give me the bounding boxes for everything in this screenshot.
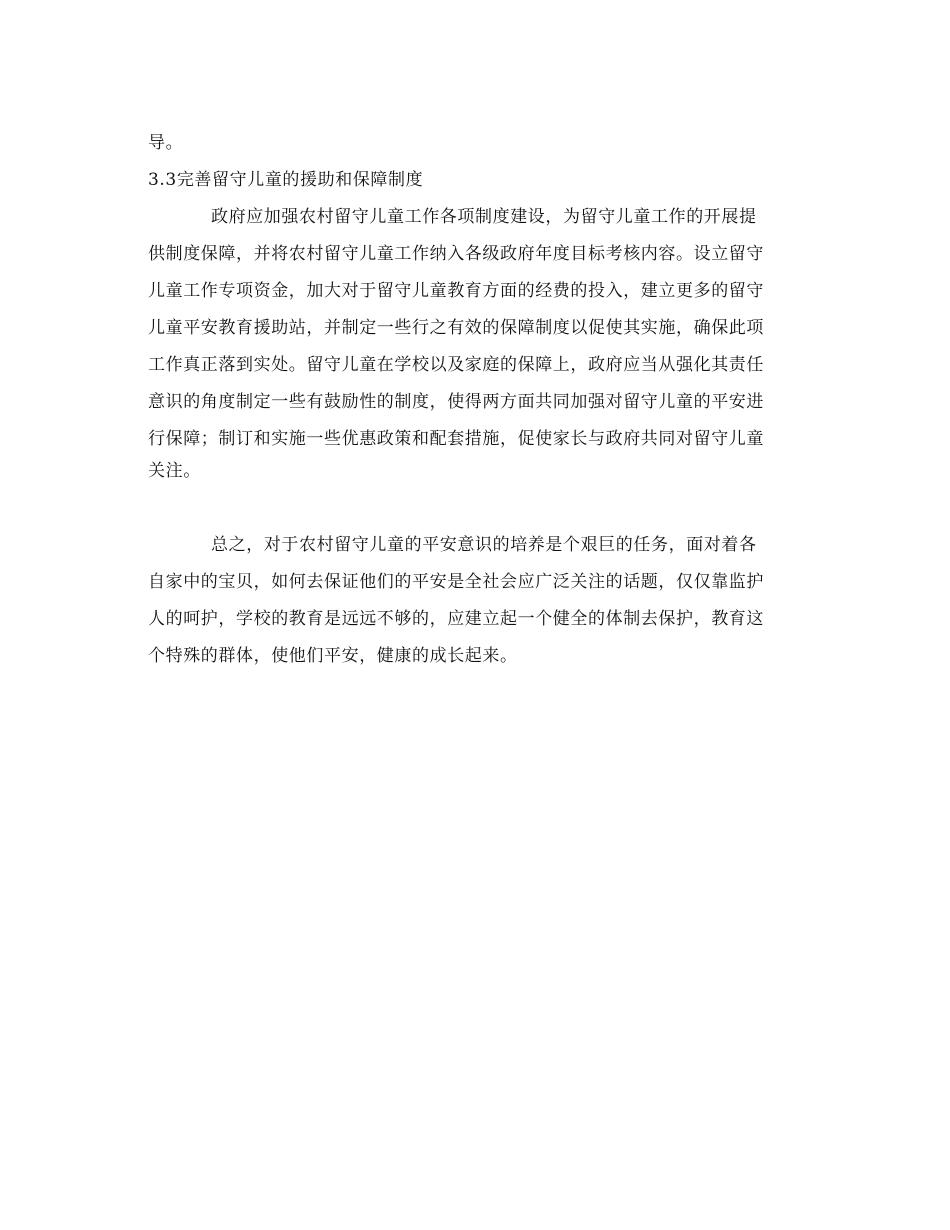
paragraph-line: 意识的角度制定一些有鼓励性的制度，使得两方面共同加强对留守儿童的平安进	[148, 392, 764, 412]
paragraph-line: 行保障；制订和实施一些优惠政策和配套措施，促使家长与政府共同对留守儿童	[148, 429, 764, 449]
conclusion-line: 总之，对于农村留守儿童的平安意识的培养是个艰巨的任务，面对着各	[211, 535, 757, 555]
paragraph-line: 工作真正落到实处。留守儿童在学校以及家庭的保障上，政府应当从强化其责任	[148, 355, 764, 375]
paragraph-line: 关注。	[148, 461, 201, 481]
section-heading: 3.3完善留守儿童的援助和保障制度	[148, 170, 424, 190]
paragraph-line: 儿童工作专项资金，加大对于留守儿童教育方面的经费的投入，建立更多的留守	[148, 281, 764, 301]
paragraph-line: 政府应加强农村留守儿童工作各项制度建设，为留守儿童工作的开展提	[211, 207, 757, 227]
conclusion-line: 个特殊的群体，使他们平安，健康的成长起来。	[148, 646, 518, 666]
conclusion-line: 自家中的宝贝，如何去保证他们的平安是全社会应广泛关注的话题，仅仅靠监护	[148, 572, 764, 592]
paragraph-line: 儿童平安教育援助站，并制定一些行之有效的保障制度以促使其实施，确保此项	[148, 318, 764, 338]
paragraph-line: 供制度保障，并将农村留守儿童工作纳入各级政府年度目标考核内容。设立留守	[148, 244, 764, 264]
conclusion-line: 人的呵护，学校的教育是远远不够的，应建立起一个健全的体制去保护，教育这	[148, 609, 764, 629]
paragraph-continuation-line: 导。	[148, 133, 184, 153]
